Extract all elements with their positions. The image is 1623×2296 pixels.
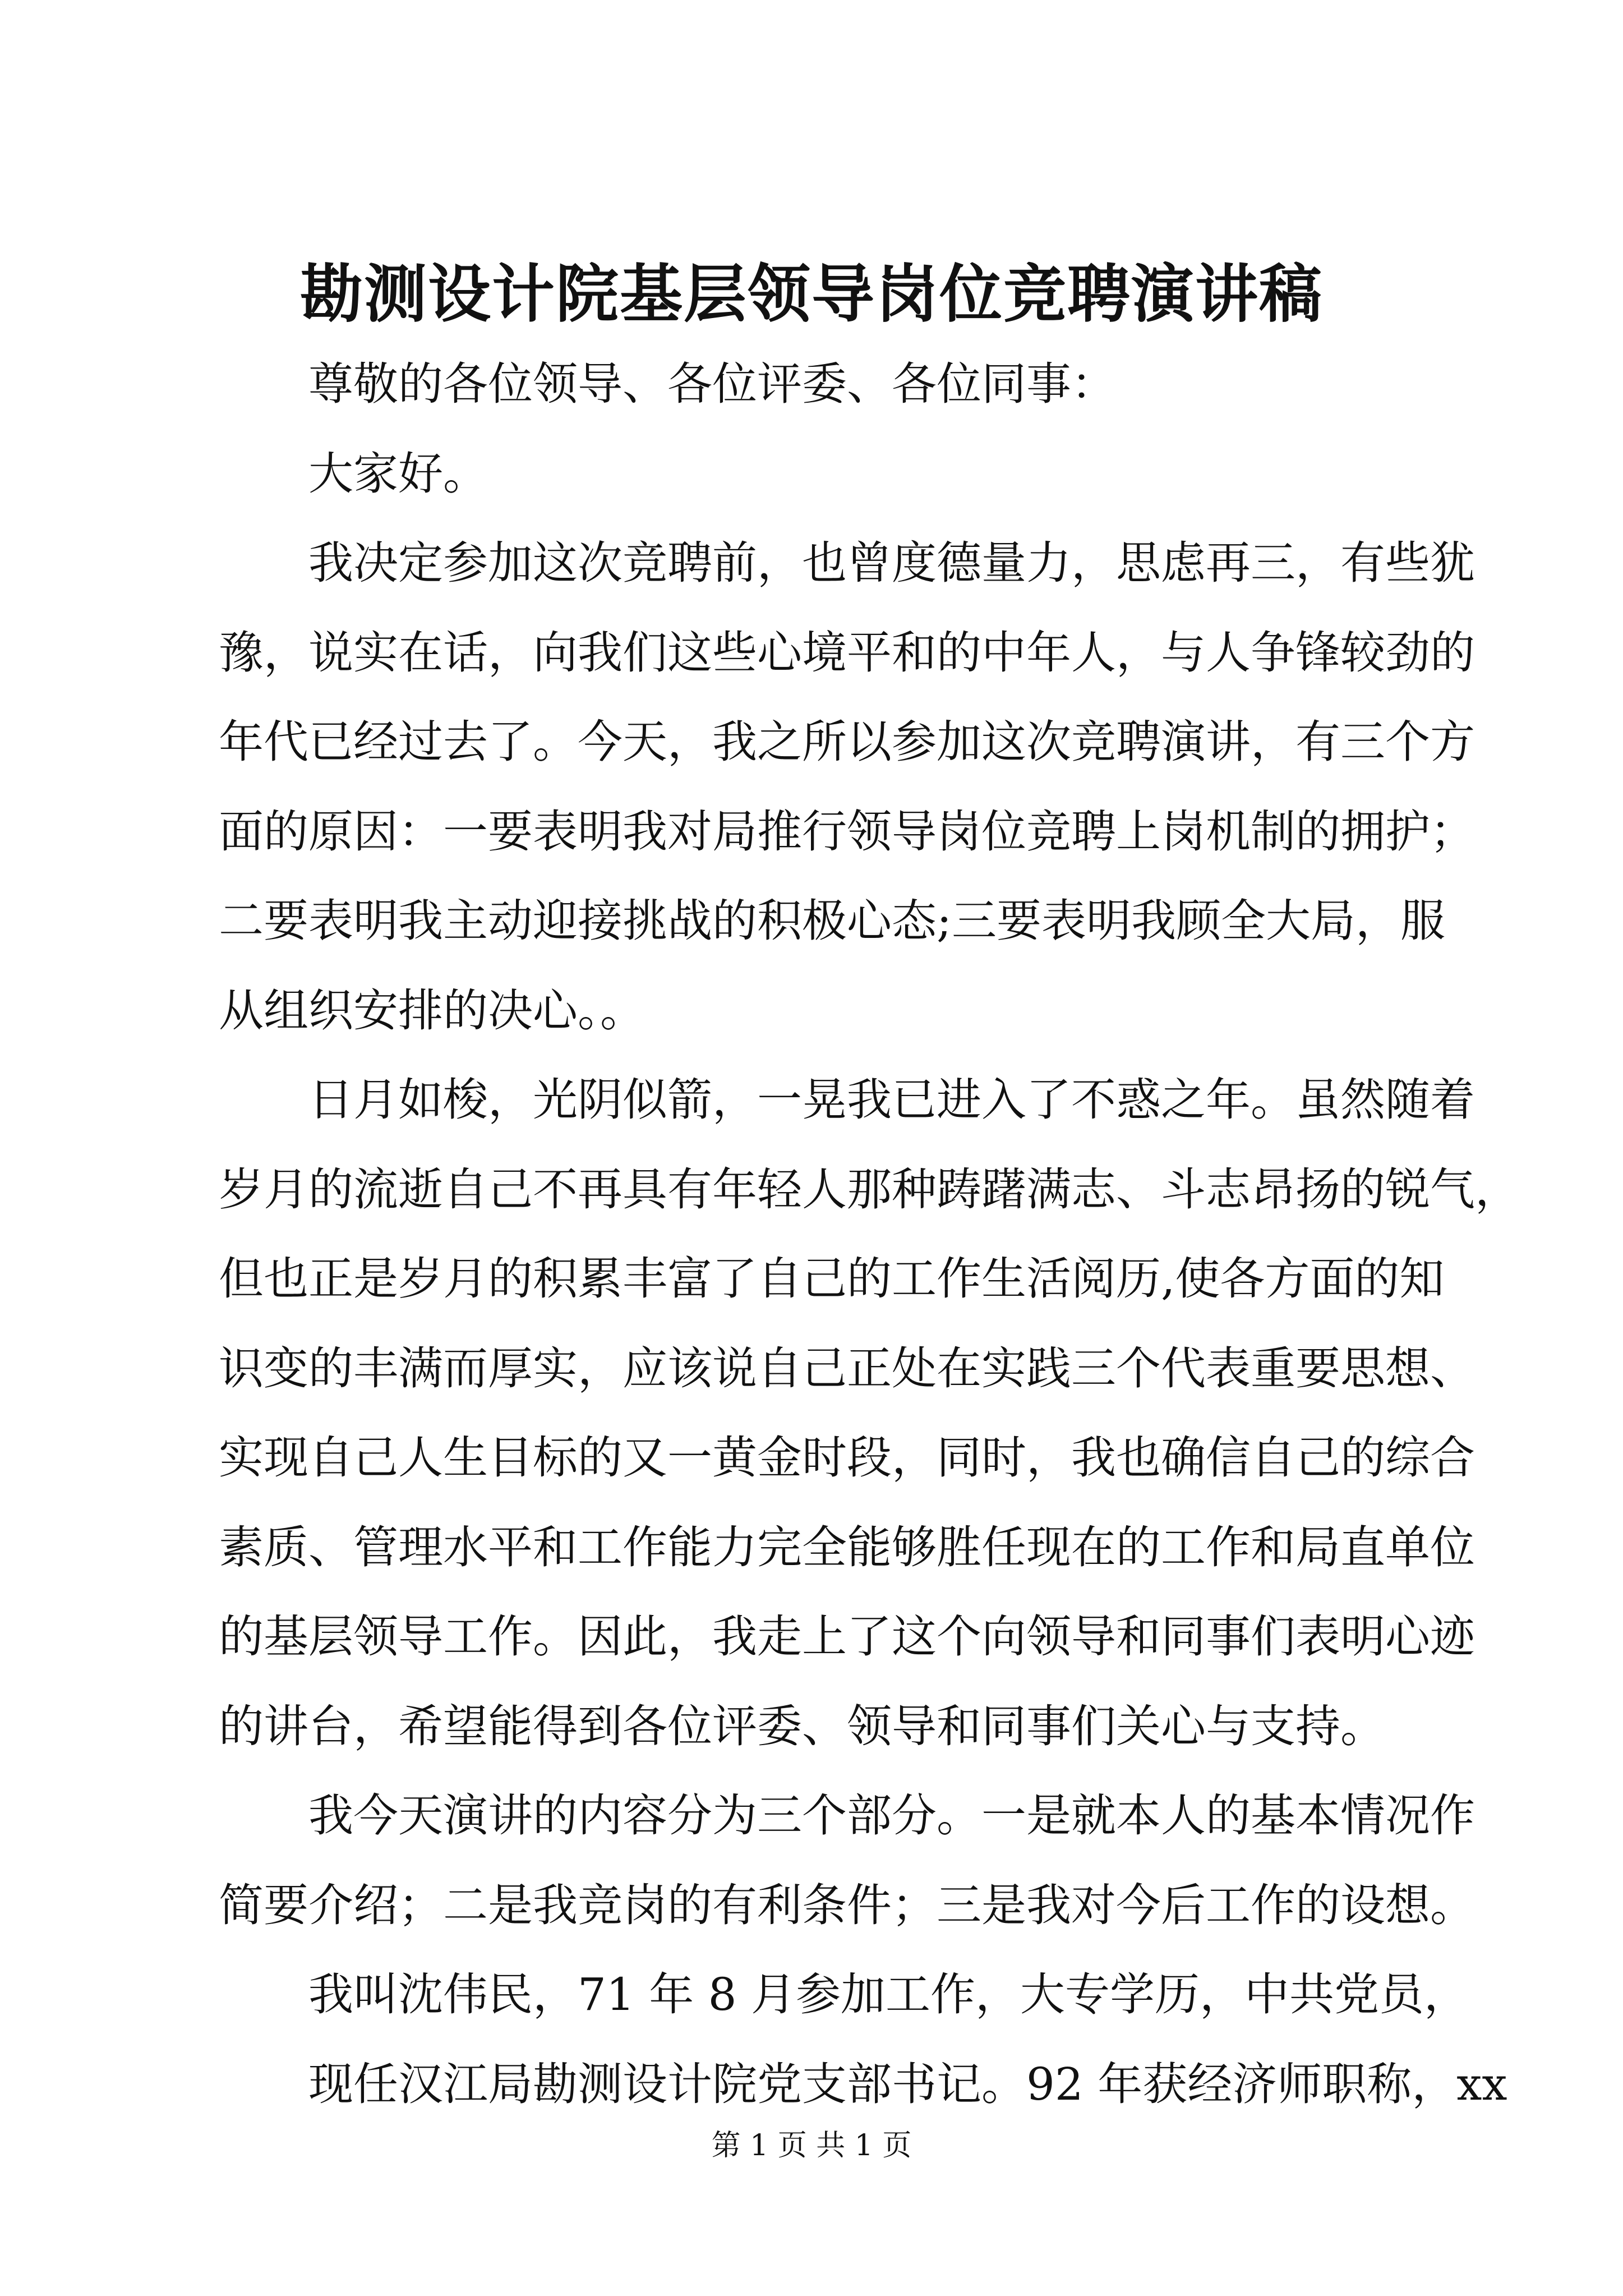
body-line: 实现自己人生目标的又一黄金时段，同时，我也确信自己的综合 bbox=[219, 1432, 1475, 1484]
body-line: 现任汉江局勘测设计院党支部书记。92 年获经济师职称，xx bbox=[308, 2058, 1507, 2110]
body-line: 面的原因：一要表明我对局推行领导岗位竞聘上岗机制的拥护； bbox=[219, 806, 1475, 858]
body-line: 的基层领导工作。因此，我走上了这个向领导和同事们表明心迹 bbox=[219, 1611, 1475, 1663]
body-line: 尊敬的各位领导、各位评委、各位同事： bbox=[308, 358, 1116, 410]
body-line: 但也正是岁月的积累丰富了自己的工作生活阅历,使各方面的知 bbox=[219, 1253, 1445, 1305]
body-line: 岁月的流逝自己不再具有年轻人那种踌躇满志、斗志昂扬的锐气， bbox=[219, 1163, 1520, 1216]
body-line: 我叫沈伟民，71 年 8 月参加工作，大专学历，中共党员， bbox=[308, 1968, 1469, 2021]
body-line: 日月如梭，光阴似箭，一晃我已进入了不惑之年。虽然随着 bbox=[308, 1074, 1475, 1126]
page-footer: 第 1 页 共 1 页 bbox=[711, 2129, 912, 2162]
body-line: 素质、管理水平和工作能力完全能够胜任现在的工作和局直单位 bbox=[219, 1521, 1475, 1573]
body-line: 年代已经过去了。今天，我之所以参加这次竞聘演讲，有三个方 bbox=[219, 716, 1475, 768]
body-line: 我决定参加这次竞聘前，也曾度德量力，思虑再三，有些犹 bbox=[308, 537, 1475, 589]
document-title: 勘测设计院基层领导岗位竞聘演讲稿 bbox=[300, 257, 1323, 331]
body-line: 豫，说实在话，向我们这些心境平和的中年人，与人争锋较劲的 bbox=[219, 627, 1475, 679]
body-line: 我今天演讲的内容分为三个部分。一是就本人的基本情况作 bbox=[308, 1789, 1475, 1842]
body-line: 的讲台，希望能得到各位评委、领导和同事们关心与支持。 bbox=[219, 1700, 1385, 1752]
body-line: 简要介绍；二是我竞岗的有利条件；三是我对今后工作的设想。 bbox=[219, 1879, 1475, 1931]
body-line: 二要表明我主动迎接挑战的积极心态;三要表明我顾全大局，服 bbox=[219, 895, 1445, 947]
body-line: 从组织安排的决心。。 bbox=[219, 984, 645, 1037]
body-line: 大家好。 bbox=[308, 448, 488, 500]
body-line: 识变的丰满而厚实，应该说自己正处在实践三个代表重要思想、 bbox=[219, 1342, 1475, 1395]
